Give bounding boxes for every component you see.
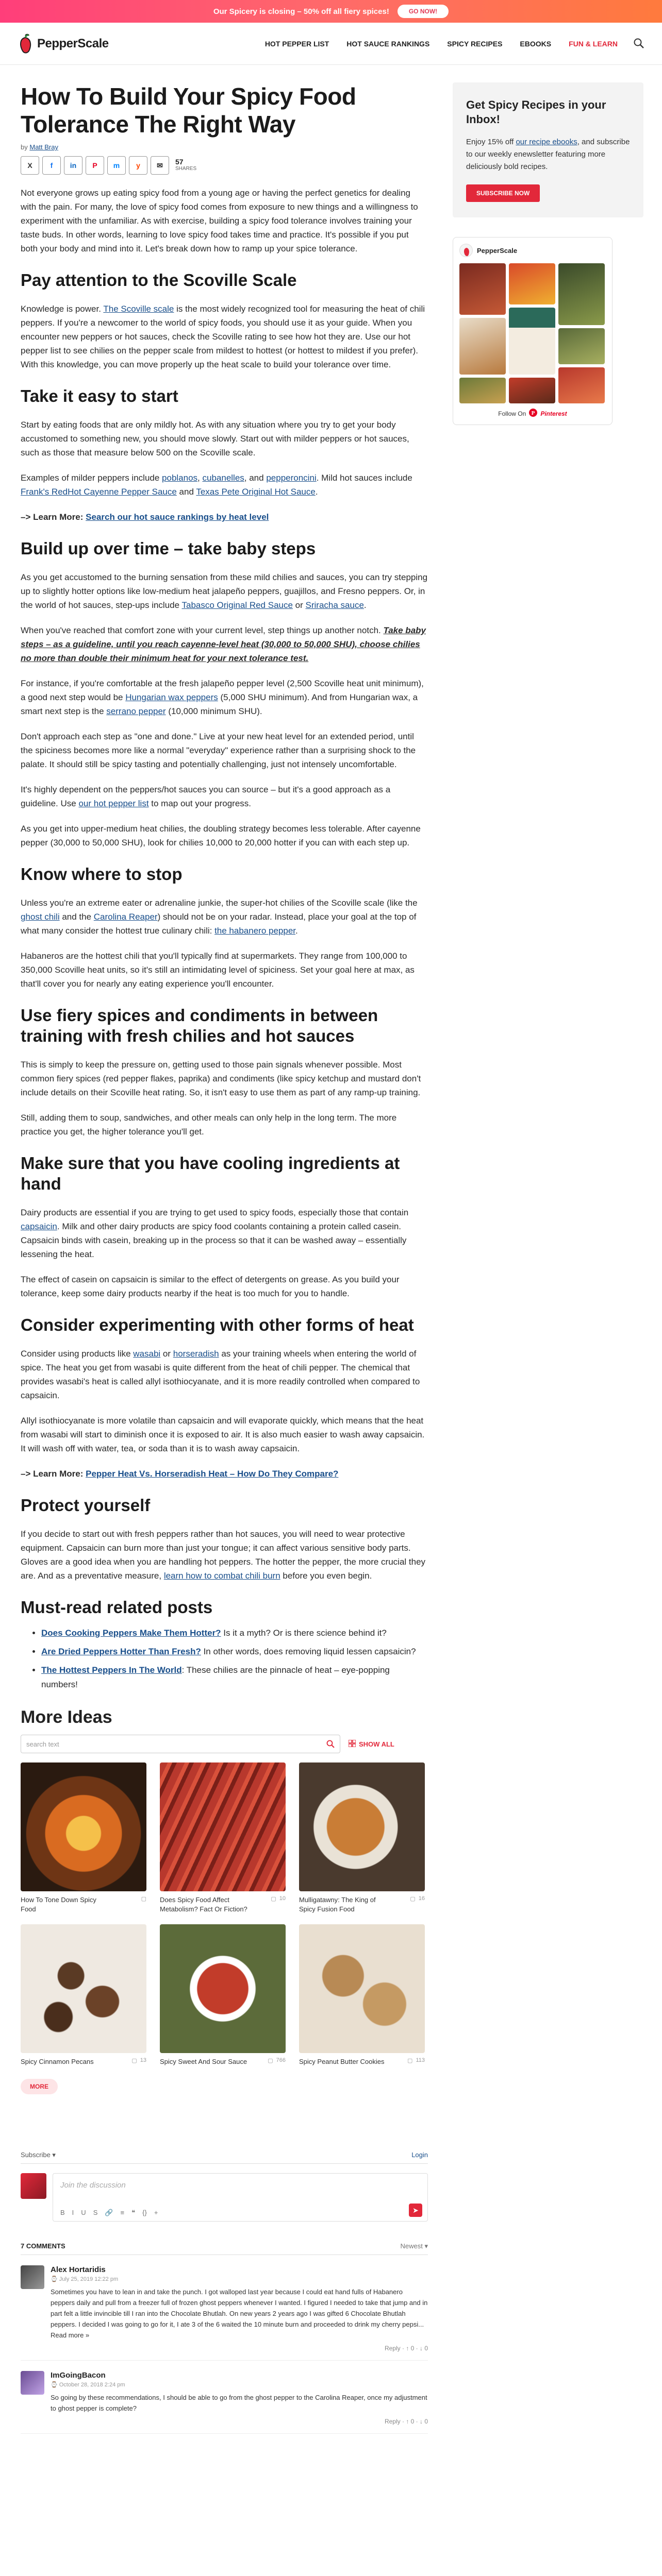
hot-pepper-list-link[interactable]: our hot pepper list [78, 799, 149, 808]
pepper-logo-icon [16, 33, 34, 54]
paragraph: Knowledge is power. The Scoville scale is the most widely recognized tool for measuring the heat of chili peppers. If you're a newcomer to the world of spicy foods, you should use it as your guide. When you encounter new peppers or hot sauces, check the Scoville rating to see how hot they are. Use our hot pepper list to see chilies on the pepper scale from mildest to hottest (or hottest to mildest if you prefer). With this knowledge, you can move properly up the heat scale to build your tolerance over time. [21, 304, 425, 369]
section-heading: Take it easy to start [21, 386, 178, 405]
paragraph: If you decide to start out with fresh peppers rather than hot sauces, you will need to wear protective equipment. Capsaicin can burn more than just your tongue; it can affect various sensitive body parts. Gloves are a good idea when you are handling hot peppers. The hotter the pepper, the more crucial they are. And as a preventative measure, learn how to combat chili burn before you even begin. [21, 1529, 426, 1581]
comment-actions[interactable]: Reply · ↑ 0 · ↓ 0 [384, 2345, 428, 2352]
comment-author: Alex Hortaridis [51, 2265, 106, 2274]
comment-date: ⌚ July 25, 2019 12:22 pm [51, 2276, 119, 2282]
list-item: • Does Cooking Peppers Make Them Hotter? Is it a myth? Or is there science behind it? [41, 1626, 428, 1640]
franks-redhot-link[interactable]: Frank's RedHot Cayenne Pepper Sauce [21, 487, 177, 497]
article [21, 82, 428, 2434]
list-item: • Are Dried Peppers Hotter Than Fresh? In other words, does removing liquid lessen capsaicin? [41, 1645, 428, 1659]
habanero-link[interactable]: the habanero pepper [214, 926, 295, 936]
editor-toolbar [60, 2209, 158, 2217]
idea-card[interactable]: Spicy Peanut Butter Cookies ▢ 113 [299, 1924, 425, 2066]
share-email-icon[interactable]: ✉ [151, 156, 169, 175]
nav-hot-sauce-rankings[interactable]: HOT SAUCE RANKINGS [346, 39, 430, 48]
idea-card[interactable]: How To Tone Down Spicy Food ▢ [21, 1762, 146, 1914]
bookmark-icon[interactable]: ▢ [141, 1896, 146, 1902]
plus-icon[interactable]: + [154, 2209, 158, 2216]
avatar [21, 2265, 44, 2289]
pin-image[interactable] [509, 378, 555, 403]
comment-author: ImGoingBacon [51, 2371, 106, 2380]
comment-item [21, 2371, 428, 2434]
idea-image [299, 1762, 425, 1891]
bookmark-icon[interactable]: ▢ 113 [407, 2057, 425, 2064]
nav-ebooks[interactable]: EBOOKS [520, 39, 552, 48]
more-button[interactable]: MORE [21, 2079, 58, 2094]
paragraph: Consider using products like wasabi or horseradish as your training wheels when entering the world of spice. The heat you get from wasabi is quite different from the heat of chili pepper. The chemical that provides wasabi's heat is called allyl isothiocyanate, and it is more readily controlled when compared to capsaicin. [21, 1349, 420, 1400]
list-item: • The Hottest Peppers In The World: These chilies are the pinnacle of heat – eye-popping numbers! [41, 1663, 428, 1692]
idea-card[interactable]: Spicy Cinnamon Pecans ▢ 13 [21, 1924, 146, 2066]
hungarian-wax-link[interactable]: Hungarian wax peppers [125, 692, 218, 702]
show-all-button[interactable]: SHOW ALL [349, 1740, 394, 1749]
code-icon[interactable]: {} [142, 2209, 147, 2216]
send-icon[interactable]: ➤ [409, 2204, 422, 2217]
share-facebook-icon[interactable]: f [42, 156, 61, 175]
comment-input[interactable]: Join the discussion B I U S 🔗 ≡ ❝ {} + ➤ [53, 2173, 428, 2222]
chili-burn-link[interactable]: learn how to combat chili burn [163, 1571, 280, 1581]
hot-sauce-rankings-link[interactable]: Search our hot sauce rankings by heat level [86, 512, 269, 522]
pin-grid [459, 263, 606, 403]
login-link[interactable]: Login [411, 2151, 428, 2159]
emphasis-guideline: Take baby steps – as a guideline, until you reach cayenne-level heat (30,000 to 50,000 SHU), choose chilies no more than double their minimum heat for your next tolerance test. [21, 625, 426, 663]
byline [21, 143, 428, 151]
grid-icon [349, 1740, 356, 1749]
comment-item [21, 2265, 428, 2361]
section-heading: Make sure that you have cooling ingredients at hand [21, 1154, 400, 1193]
svg-text:P: P [531, 410, 535, 416]
pin-image[interactable] [509, 263, 555, 304]
carolina-reaper-link[interactable]: Carolina Reaper [93, 912, 158, 922]
serrano-link[interactable]: serrano pepper [106, 706, 166, 716]
article-title: How To Build Your Spicy Food Tolerance The Right Way [21, 83, 356, 138]
search-icon[interactable] [633, 38, 646, 50]
section-heading: Must-read related posts [21, 1598, 213, 1617]
logo[interactable] [16, 33, 109, 54]
pepperoncini-link[interactable]: pepperoncini [266, 473, 317, 483]
nav-hot-pepper-list[interactable]: HOT PEPPER LIST [264, 39, 329, 48]
more-ideas-title: More Ideas [21, 1707, 112, 1727]
pinterest-follow-button[interactable]: Follow On P Pinterest [459, 409, 606, 418]
italic-icon[interactable]: I [72, 2209, 74, 2216]
share-yummly-icon[interactable]: y [129, 156, 147, 175]
sriracha-link[interactable]: Sriracha sauce [305, 600, 364, 610]
pinterest-icon [529, 409, 537, 418]
subscribe-now-button[interactable]: SUBSCRIBE NOW [466, 184, 540, 202]
poblanos-link[interactable]: poblanos [162, 473, 198, 483]
pin-image[interactable] [558, 263, 605, 325]
nav-fun-learn[interactable]: FUN & LEARN [569, 39, 618, 48]
comment-date: ⌚ October 28, 2018 2:24 pm [51, 2382, 125, 2388]
paragraph: Examples of milder peppers include poblanos, cubanelles, and pepperoncini. Mild hot sauces include Frank's RedHot Cayenne Pepper Sauce and Texas Pete Original Hot Sauce. [21, 473, 412, 497]
idea-image [21, 1762, 146, 1891]
paragraph: As you get into upper-medium heat chilies, the doubling strategy becomes less tolerable. After cayenne pepper (30,000 to 50,000 SHU), look for chilies 10,000 to 20,000 hotter if you can with each step up. [21, 824, 421, 848]
idea-card[interactable]: Mulligatawny: The King of Spicy Fusion Food ▢ 16 [299, 1762, 425, 1914]
promo-text: Our Spicery is closing – 50% off all fiery spices! [213, 7, 389, 16]
avatar [21, 2371, 44, 2395]
scoville-scale-link[interactable]: The Scoville scale [103, 304, 174, 314]
bookmark-icon[interactable]: ▢ 10 [271, 1895, 286, 1902]
comment-actions[interactable]: Reply · ↑ 0 · ↓ 0 [384, 2418, 428, 2425]
comment-body: So going by these recommendations, I should be able to go from the ghost pepper to the Carolina Reaper, once my adjustment to ghost pepper is complete? [51, 2394, 427, 2412]
bookmark-icon[interactable]: ▢ 766 [268, 2057, 286, 2064]
byline-prefix: by [21, 143, 28, 151]
pin-image[interactable] [558, 328, 605, 364]
subscribe-button[interactable]: Subscribe ▾ [21, 2151, 56, 2159]
learn-more: –> Learn More: Search our hot sauce rankings by heat level [21, 512, 269, 522]
ebooks-link[interactable]: our recipe ebooks [516, 138, 577, 146]
idea-image [21, 1924, 146, 2053]
newsletter-text: Enjoy 15% off our recipe ebooks, and subscribe to our weekly enewsletter featuring more deliciously bold recipes. [466, 138, 630, 171]
wasabi-link[interactable]: wasabi [133, 1349, 161, 1359]
paragraph: Start by eating foods that are only mildly hot. As with any situation where you try to get your body accustomed to something new, you should move slowly. Start out with milder peppers or hot sauces, such as those that measure below 500 on the Scoville scale. [21, 420, 409, 457]
ideas-bar [21, 1735, 428, 1753]
pinterest-profile[interactable]: PepperScale [459, 244, 606, 257]
tabasco-link[interactable]: Tabasco Original Red Sauce [181, 600, 293, 610]
pin-image[interactable] [558, 367, 605, 403]
main-nav [0, 23, 662, 65]
underline-icon[interactable]: U [81, 2209, 86, 2216]
avatar [21, 2173, 46, 2199]
ghost-chili-link[interactable]: ghost chili [21, 912, 60, 922]
share-count-label: SHARES [175, 166, 197, 172]
link-icon[interactable]: 🔗 [105, 2209, 113, 2216]
author-link[interactable]: Matt Bray [29, 143, 58, 151]
paragraph: Unless you're an extreme eater or adrenaline junkie, the super-hot chilies of the Scoville scale (like the ghost chili and the Carolina Reaper) should not be on your radar. Instead, place your goal at the top of what many consider the hottest true culinary chili: the habanero pepper. [21, 898, 418, 936]
section-heading: Build up over time – take baby steps [21, 539, 316, 558]
comments-section [21, 2151, 428, 2434]
pepper-logo-icon [459, 244, 473, 257]
pinterest-widget [453, 237, 613, 425]
newsletter-title: Get Spicy Recipes in your Inbox! [466, 98, 606, 126]
share-messenger-icon[interactable]: m [107, 156, 126, 175]
list-icon[interactable]: ≡ [120, 2209, 125, 2216]
bookmark-icon[interactable]: ▢ 13 [131, 2057, 146, 2064]
horseradish-compare-link[interactable]: Pepper Heat Vs. Horseradish Heat – How Do They Compare? [86, 1469, 339, 1479]
share-count-value: 57 [175, 158, 184, 166]
sidebar [453, 82, 643, 425]
nav-spicy-recipes[interactable]: SPICY RECIPES [447, 39, 503, 48]
capsaicin-link[interactable]: capsaicin [21, 1222, 57, 1231]
comment-count-bar [21, 2242, 428, 2255]
section-heading: Protect yourself [21, 1496, 151, 1515]
section-heading: Use fiery spices and condiments in between training with fresh chilies and hot sauces [21, 1006, 378, 1045]
paragraph: For instance, if you're comfortable at the fresh jalapeño pepper level (2,500 Scoville heat unit minimum), a good next step would be Hungarian wax peppers (5,000 SHU minimum). And from Hungarian wax, a smart next step is the serrano pepper (10,000 minimum SHU). [21, 679, 424, 716]
pin-image[interactable] [509, 308, 555, 375]
learn-more: –> Learn More: Pepper Heat Vs. Horseradish Heat – How Do They Compare? [21, 1469, 339, 1479]
brand-name: PepperScale [37, 36, 109, 50]
section-heading: Consider experimenting with other forms of heat [21, 1315, 414, 1334]
paragraph: Still, adding them to soup, sandwiches, and other meals can only help in the long term. The more practice you get, the higher tolerance you'll get. [21, 1113, 397, 1137]
share-x-icon[interactable]: X [21, 156, 39, 175]
paragraph: Habaneros are the hottest chili that you'll typically find at supermarkets. They range from 100,000 to 350,000 Scoville heat units, so it's still an intimidating level of spiciness. Set your goal here at max, as that'll cover you for nearly any eating experience you'll encounter. [21, 951, 415, 989]
comment-count: 7 COMMENTS [21, 2242, 65, 2250]
related-posts-list [41, 1626, 428, 1692]
idea-card[interactable]: Does Spicy Food Affect Metabolism? Fact Or Fiction? ▢ 10 [160, 1762, 286, 1914]
paragraph: The effect of casein on capsaicin is similar to the effect of detergents on grease. As you build your tolerance, keep some dairy products nearby if the heat is too much for you to handle. [21, 1275, 400, 1298]
paragraph: Don't approach each step as "one and done." Live at your new heat level for an extended period, until the spiciness becomes more like a normal "everyday" experience rather than a surprising shock to the palate. It should still be spicy tasting and potentially challenging, just not intensely uncomfortable. [21, 732, 416, 769]
paragraph: It's highly dependent on the peppers/hot sauces you can source – but it's a good approach as a guideline. Use our hot pepper list to map out your progress. [21, 785, 391, 808]
idea-image [299, 1924, 425, 2053]
comments-toolbar [21, 2151, 428, 2164]
cubanelles-link[interactable]: cubanelles [202, 473, 244, 483]
related-link-hottest[interactable]: The Hottest Peppers In The World [41, 1665, 182, 1675]
intro-paragraph: Not everyone grows up eating spicy food from a young age or having the perfect genetics for dealing with the pain. For many, the love of spicy food comes from exposure to new things and a willingness to experiment with the unfamiliar. As with exercise, building a spicy food tolerance involves training your taste buds. In other words, learning to love spicy food takes time and practice. It's possible if you put both your body and mind into it. Let's break down how to ramp up your spice tolerance. [21, 188, 418, 253]
section-heading: Know where to stop [21, 865, 183, 884]
comment-editor [21, 2173, 428, 2222]
paragraph: This is simply to keep the pressure on, getting used to those pain signals whenever possible. Most common fiery spices (red pepper flakes, paprika) and condiments (like spicy ketchup and mustard don't include details on their Scoville heat rating. So, it isn't easy to use them as part of any ramp-up training. [21, 1060, 421, 1097]
idea-card[interactable]: Spicy Sweet And Sour Sauce ▢ 766 [160, 1924, 286, 2066]
paragraph: As you get accustomed to the burning sensation from these mild chilies and sauces, you can try stepping up to slightly hotter options like low-medium heat jalapeño peppers, guajillos, and Fresno peppers. Or, in the world of hot sauces, step-ups include Tabasco Original Red Sauce or Sriracha sauce. [21, 572, 428, 610]
horseradish-link[interactable]: horseradish [173, 1349, 219, 1359]
paragraph: Dairy products are essential if you are trying to get used to spicy foods, especially those that contain capsaicin. Milk and other dairy products are spicy food coolants containing a protein called casein. Capsaicin binds with casein, breaking up in the process so that it can be washed away – essentially lessening the heat. [21, 1208, 409, 1259]
quote-icon[interactable]: ❝ [131, 2209, 136, 2216]
pin-image[interactable] [459, 378, 506, 403]
promo-button[interactable]: GO NOW! [398, 5, 449, 18]
share-pinterest-icon[interactable]: P [86, 156, 104, 175]
idea-image [160, 1924, 286, 2053]
share-linkedin-icon[interactable]: in [64, 156, 82, 175]
share-count [175, 158, 196, 173]
sort-dropdown[interactable]: Newest ▾ [400, 2242, 428, 2250]
share-row [21, 156, 428, 175]
promo-bar [0, 0, 662, 23]
related-link-dried[interactable]: Are Dried Peppers Hotter Than Fresh? [41, 1647, 201, 1656]
bold-icon[interactable]: B [60, 2209, 65, 2216]
paragraph: When you've reached that comfort zone with your current level, step things up another notch. Take baby steps – as a guideline, until you reach cayenne-level heat (30,000 to 50,000 SHU), choose chilies no more than double their minimum heat for your next tolerance test. [21, 625, 426, 663]
texas-pete-link[interactable]: Texas Pete Original Hot Sauce [196, 487, 316, 497]
newsletter-card [453, 82, 643, 217]
pin-image[interactable] [459, 318, 506, 375]
search-icon [326, 1740, 335, 1750]
pin-image[interactable] [459, 263, 506, 315]
nav-links [265, 40, 618, 48]
related-link-cooking[interactable]: Does Cooking Peppers Make Them Hotter? [41, 1628, 221, 1638]
idea-image [160, 1762, 286, 1891]
ideas-search-input[interactable]: search text [21, 1735, 340, 1753]
bookmark-icon[interactable]: ▢ 16 [410, 1895, 425, 1902]
paragraph: Allyl isothiocyanate is more volatile than capsaicin and will evaporate quickly, which means that the heat from wasabi will start to diminish once it is exposed to air. It is also much easier to wash away capsaicin. It will wash off with water, tea, or soda than it is to wash away capsaicin. [21, 1416, 425, 1453]
ideas-grid [21, 1762, 428, 2066]
comment-body: Sometimes you have to lean in and take the punch. I got walloped last year because I could eat hand fulls of Habanero peppers daily and pull from a freezer full of frozen ghost peppers whenever I wanted. I figured I needed to take that jump and in part felt a little invincible till I ran into the Chocolate Bhutlah. On new years 2 years ago I was gifted 6 Chocolate Bhutlah peppers. I decided I was going to go for it, I ate 3 of the 6 waited the 10 minute burn and proceeded to drink my cherry pepsi... Read more » [51, 2288, 428, 2339]
strikethrough-icon[interactable]: S [93, 2209, 98, 2216]
section-heading: Pay attention to the Scoville Scale [21, 270, 297, 290]
